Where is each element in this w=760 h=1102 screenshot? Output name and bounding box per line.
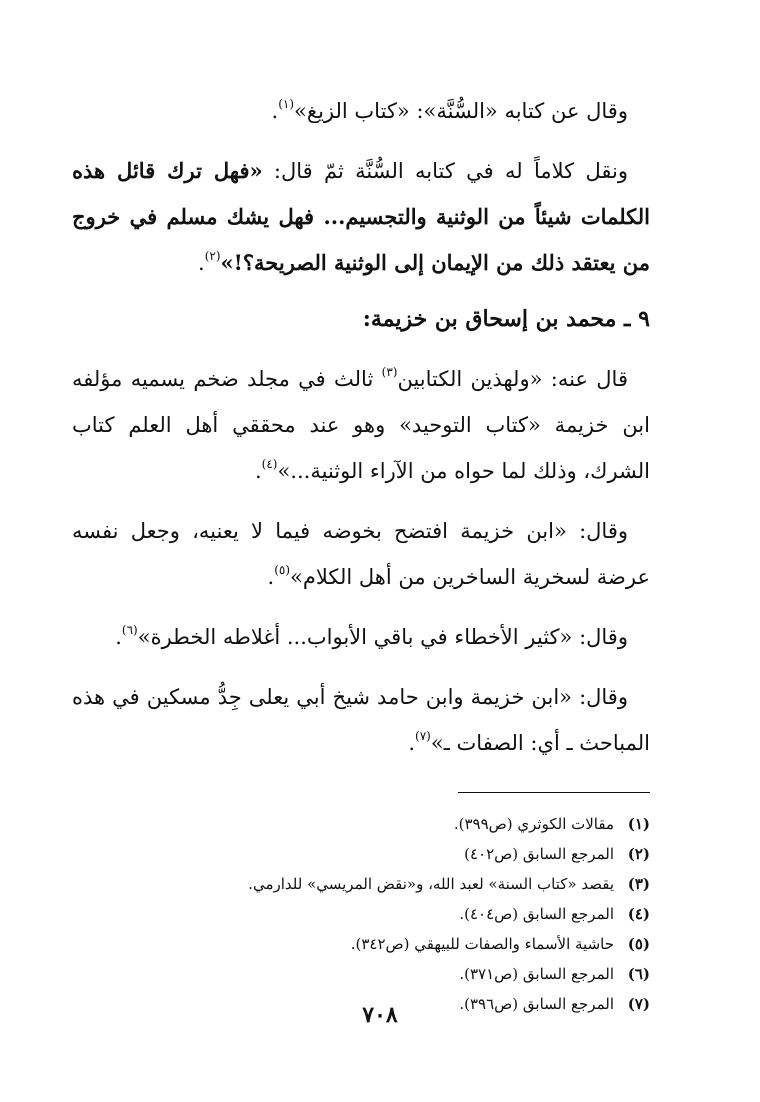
footnote-ref-2[interactable]: (٢)	[204, 249, 221, 263]
footnote-text: المرجع السابق (ص٣٧١).	[459, 965, 614, 983]
paragraph-6	[72, 674, 650, 766]
footnotes-list	[72, 809, 650, 1019]
footnote-number: (٦)	[627, 965, 650, 983]
footnote-item	[72, 809, 650, 839]
page-body	[72, 88, 650, 1062]
footnote-ref-4[interactable]: (٤)	[261, 457, 278, 471]
paragraph-3-tail: .	[254, 459, 262, 483]
paragraph-1	[72, 88, 650, 134]
footnote-ref-3[interactable]: (٣)	[381, 365, 398, 379]
paragraph-2-quote: «فهل ترك قائل هذه الكلمات شيئاً من الوثنية والتجسيم... فهل يشك مسلم في خروج من يعتقد ذلك من الإيمان إلى الوثنية الصريحة؟!»	[72, 158, 650, 275]
section-heading: ٩ ـ محمد بن إسحاق بن خزيمة:	[362, 306, 650, 332]
footnote-text: يقصد «كتاب السنة» لعبد الله، و«نقض المريسي» للدارمي.	[248, 875, 614, 893]
footnote-text: المرجع السابق (ص٣٩٦).	[459, 995, 614, 1013]
paragraph-4-text: وقال: «ابن خزيمة افتضح بخوضه فيما لا يعنيه، وجعل نفسه عرضة لسخرية الساخرين من أهل الكلام»	[72, 519, 650, 589]
paragraph-2-tail: .	[198, 251, 205, 275]
footnote-ref-6[interactable]: (٦)	[121, 623, 138, 637]
paragraph-3-text-after: ثالث في مجلد ضخم يسميه مؤلفه ابن خزيمة «كتاب التوحيد» وهو عند محققي أهل العلم كتاب الشرك، وذلك لما حواه من الآراء الوثنية...»	[72, 367, 650, 483]
footnote-ref-5[interactable]: (٥)	[274, 563, 291, 577]
paragraph-1-tail: .	[271, 99, 279, 123]
footnote-number: (٢)	[627, 845, 650, 863]
footnote-number: (٤)	[627, 905, 650, 923]
footnote-ref-1[interactable]: (١)	[278, 97, 295, 111]
footnote-item	[72, 839, 650, 869]
footnote-number: (٧)	[627, 995, 650, 1013]
paragraph-5	[72, 614, 650, 660]
paragraph-4-tail: .	[267, 565, 275, 589]
paragraph-5-text: وقال: «كثير الأخطاء في باقي الأبواب... أغلاطه الخطرة»	[137, 625, 628, 649]
paragraph-2-text: ونقل كلاماً له في كتابه السُّنَّة ثمّ قال:	[262, 159, 628, 183]
paragraph-2	[72, 148, 650, 286]
paragraph-3-text: قال عنه: «ولهذين الكتابين	[397, 367, 628, 391]
paragraph-5-tail: .	[115, 625, 122, 649]
footnote-number: (٥)	[627, 935, 650, 953]
footnote-text: المرجع السابق (ص٤٠٢)	[464, 845, 614, 863]
footnote-number: (٣)	[627, 875, 650, 893]
footnote-item	[72, 899, 650, 929]
footnote-text: مقالات الكوثري (ص٣٩٩).	[453, 815, 614, 833]
paragraph-1-text: وقال عن كتابه «السُّنَّة»: «كتاب الزيغ»	[294, 99, 628, 123]
footnote-divider	[458, 792, 650, 793]
footnote-text: حاشية الأسماء والصفات للبيهقي (ص٣٤٢).	[350, 935, 614, 953]
footnote-item	[72, 869, 650, 899]
paragraph-4	[72, 508, 650, 600]
paragraph-6-text: وقال: «ابن خزيمة وابن حامد شيخ أبي يعلى جِدُّ مسكين في هذه المباحث ـ أي: الصفات ـ»	[72, 685, 650, 755]
footnote-number: (١)	[627, 815, 650, 833]
footnote-item	[72, 959, 650, 989]
footnote-item	[72, 929, 650, 959]
paragraph-3	[72, 356, 650, 494]
page-number: ٧٠٨	[362, 1002, 398, 1028]
footnote-text: المرجع السابق (ص٤٠٤).	[459, 905, 614, 923]
paragraph-6-tail: .	[408, 731, 416, 755]
footnote-ref-7[interactable]: (٧)	[415, 729, 431, 743]
